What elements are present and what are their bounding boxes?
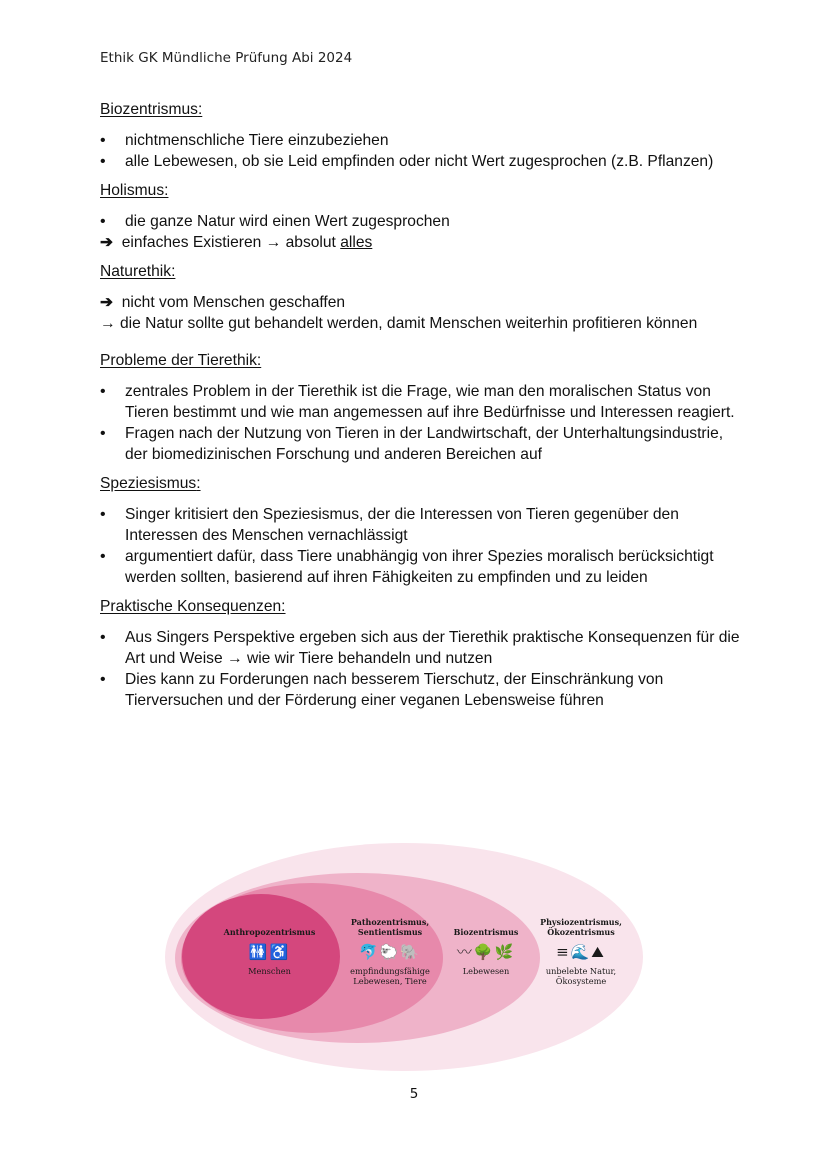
page-header: Ethik GK Mündliche Prüfung Abi 2024 [100,50,353,66]
konsequenzen-list [100,627,740,711]
label-biozentrismus: Biozentrismus 〰🌳🌿 Lebewesen [445,927,527,976]
heading-naturethik: Naturethik: [100,263,176,280]
list-item: • Fragen nach der Nutzung von Tieren in der Landwirtschaft, der Unterhaltungsindustrie, der biomedizinischen Forschung und anderen Bereichen auf [100,423,740,465]
heading-biozentrismus: Biozentrismus: [100,101,203,118]
naturethik-line-1: ➔ nicht vom Menschen geschaffen [100,294,346,311]
biozentrismus-list [100,130,740,172]
plant-icons: 〰🌳🌿 [456,943,516,961]
holismus-arrow-line: ➔ einfaches Existieren → absolut alles [100,234,373,251]
heading-konsequenzen: Praktische Konsequenzen: [100,598,286,615]
page-number: 5 [409,1086,419,1102]
naturethik-text [100,292,740,334]
speziesismus-list [100,504,740,588]
holismus-list [100,211,740,232]
list-item: • Dies kann zu Forderungen nach besserem Tierschutz, der Einschränkung von Tierversuchen und der Förderung einer veganen Lebensweise führen [100,669,740,711]
ethics-circles-diagram [165,843,643,1071]
document-body [100,99,740,719]
arrow-icon: → [227,650,243,667]
animal-icons: 🐬🐑🐘 [358,943,422,961]
label-physiozentrismus: Physiozentrismus, Ökozentrismus ≡🌊⛰ unbelebte Natur, Ökosysteme [527,917,635,986]
bold-arrow-icon: ➔ [100,234,114,251]
list-item: • die ganze Natur wird einen Wert zugesprochen [100,211,740,232]
list-item: • zentrales Problem in der Tierethik ist die Frage, wie man den moralischen Status von Tieren bestimmt und wie man angemessen auf ihre Bedürfnisse und Interessen reagiert. [100,381,740,423]
nature-icons: ≡🌊⛰ [556,943,606,961]
heading-holismus: Holismus: [100,182,169,199]
heading-colon: : [197,101,203,118]
label-anthropozentrismus: Anthropozentrismus 🚻♿ Menschen [207,927,332,976]
bold-arrow-icon: ➔ [100,294,114,311]
heading-speziesismus: Speziesismus: [100,475,201,492]
list-item: • Aus Singers Perspektive ergeben sich aus der Tierethik praktische Konsequenzen für die Art und Weise → wie wir Tiere behandeln und nutzen [100,627,740,669]
list-item: • alle Lebewesen, ob sie Leid empfinden oder nicht Wert zugesprochen (z.B. Pflanzen) [100,151,740,172]
people-icons: 🚻♿ [248,943,291,961]
arrow-icon: → [265,234,282,251]
heading-colon: : [196,475,201,492]
list-item: • nichtmenschliche Tiere einzubeziehen [100,130,740,151]
naturethik-line-2: → die Natur sollte gut behandelt werden, damit Menschen weiterhin profitieren können [100,315,698,332]
list-item: • Singer kritisiert den Speziesismus, der die Interessen von Tieren gegenüber den Interessen des Menschen vernachlässigt [100,504,740,546]
label-pathozentrismus: Pathozentrismus, Sentientismus 🐬🐑🐘 empfindungsfähige Lebewesen, Tiere [330,917,450,986]
probleme-list [100,381,740,465]
list-item: • argumentiert dafür, dass Tiere unabhängig von ihrer Spezies moralisch berücksichtigt werden sollten, basierend auf ihren Fähigkeiten zu empfinden und zu leiden [100,546,740,588]
heading-probleme: Probleme der Tierethik: [100,352,262,369]
arrow-icon: → [100,315,116,332]
